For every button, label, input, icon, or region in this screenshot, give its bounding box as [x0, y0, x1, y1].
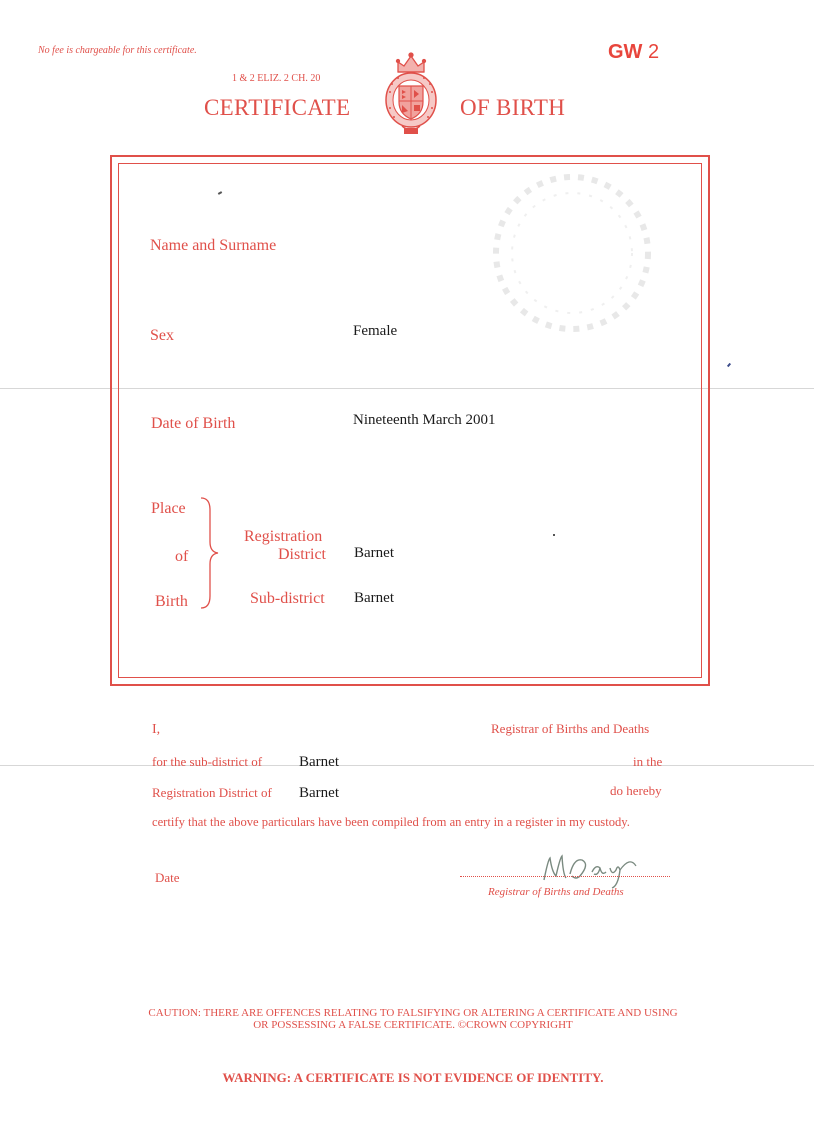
date-label: Date — [155, 870, 180, 885]
date-of-birth-value: Nineteenth March 2001 — [353, 412, 496, 428]
declaration-i: I, — [152, 722, 161, 737]
warning-notice: WARNING: A CERTIFICATE IS NOT EVIDENCE OF IDENTITY. — [222, 1070, 604, 1085]
title-certificate: CERTIFICATE — [204, 95, 351, 120]
caution-line-1: CAUTION: THERE ARE OFFENCES RELATING TO FALSIFYING OR ALTERING A CERTIFICATE AND USING — [148, 1007, 678, 1019]
caution-line-2: OR POSSESSING A FALSE CERTIFICATE. ©CROWN COPYRIGHT — [253, 1019, 573, 1031]
signature-line — [460, 876, 670, 877]
place-label: Place — [151, 500, 186, 517]
for-sub-district-label: for the sub-district of — [152, 754, 263, 769]
sex-value: Female — [353, 323, 398, 339]
sub-district-label: Sub-district — [250, 590, 325, 607]
form-code — [608, 41, 659, 64]
brace-icon — [198, 496, 220, 610]
registration-district-value: Barnet — [354, 545, 394, 561]
declaration-registration-district-value: Barnet — [299, 785, 339, 801]
act-reference: 1 & 2 ELIZ. 2 CH. 20 — [232, 73, 321, 84]
royal-coat-of-arms-icon — [380, 50, 442, 136]
title-of-birth: OF BIRTH — [460, 95, 566, 120]
registration-district-label: Registration District of — [152, 785, 272, 800]
stray-mark — [553, 534, 555, 536]
form-code-number: 2 — [648, 41, 660, 63]
fold-line — [0, 765, 814, 766]
caution-notice — [130, 1007, 696, 1031]
form-code-letters: GW — [608, 41, 643, 63]
sub-district-value: Barnet — [354, 590, 394, 606]
registrar-title: Registrar of Births and Deaths — [491, 721, 650, 736]
date-of-birth-label: Date of Birth — [151, 415, 236, 432]
stray-mark — [727, 363, 731, 367]
name-label: Name and Surname — [150, 237, 277, 254]
do-hereby-label: do hereby — [610, 783, 662, 798]
signature-caption: Registrar of Births and Deaths — [488, 886, 624, 898]
in-the-label: in the — [633, 754, 663, 769]
registration-label: Registration — [244, 528, 323, 545]
registrar-signature — [540, 850, 650, 890]
district-label: District — [278, 546, 326, 563]
sex-label: Sex — [150, 327, 174, 344]
certify-statement: certify that the above particulars have been compiled from an entry in a register in my custody. — [152, 815, 630, 829]
birth-label: Birth — [155, 593, 188, 610]
declaration-sub-district-value: Barnet — [299, 754, 339, 770]
of-label: of — [175, 548, 189, 565]
no-fee-notice: No fee is chargeable for this certificate. — [38, 45, 197, 56]
